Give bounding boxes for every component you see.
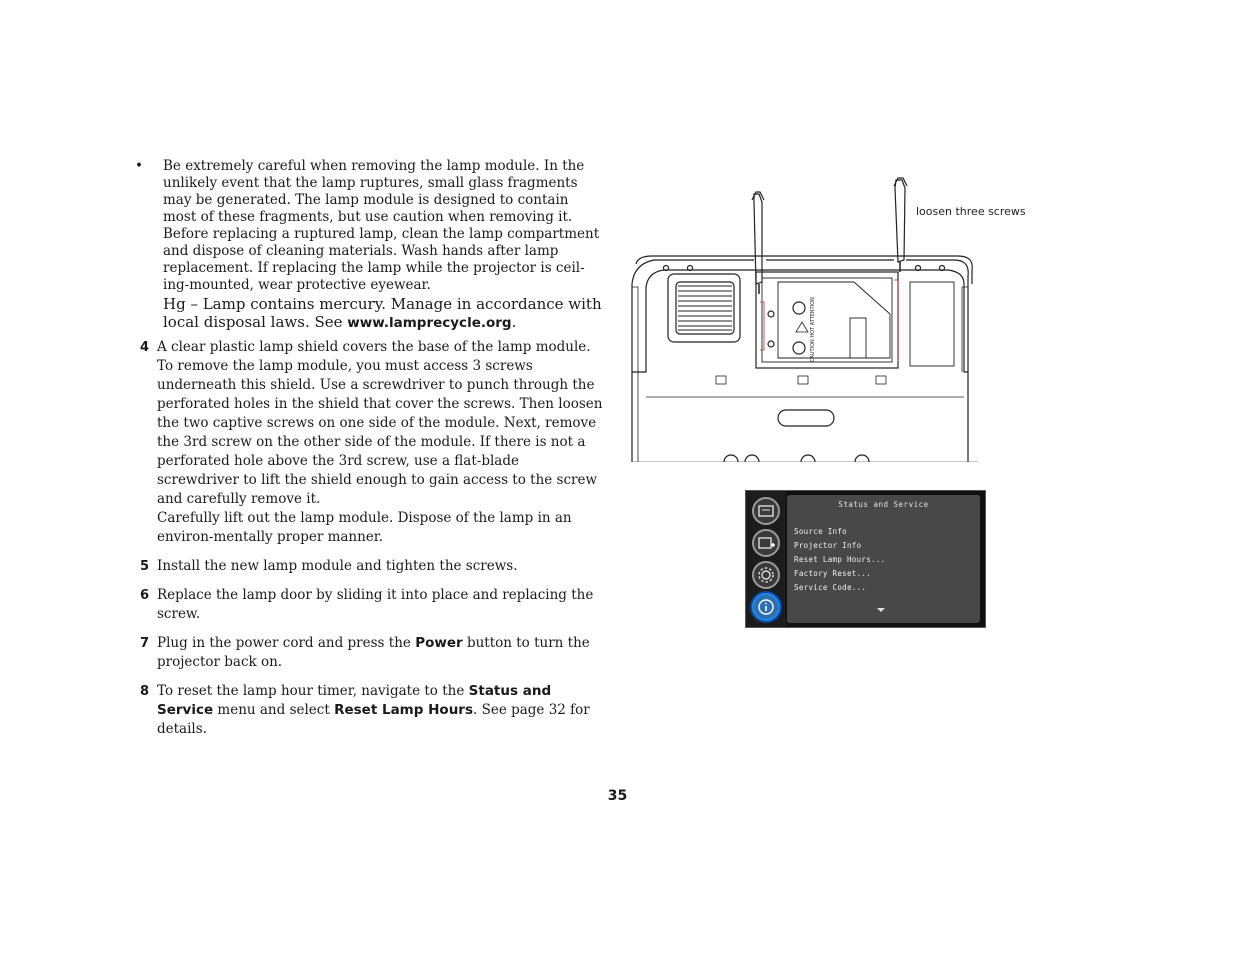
osd-item-projector-info[interactable]: Projector Info [794, 541, 862, 550]
step-text-continued: Carefully lift out the lamp module. Dispose of the lamp in an environ-mentally proper manner. [157, 510, 572, 545]
osd-item-reset-lamp-hours[interactable]: Reset Lamp Hours... [794, 555, 886, 564]
figure-caption: loosen three screws [916, 205, 1026, 218]
step-4 [135, 338, 605, 547]
mercury-notice [163, 295, 605, 332]
power-button-term: Power [415, 635, 463, 651]
osd-menu-list [794, 525, 886, 595]
mercury-notice-end: . [511, 313, 517, 331]
instructions-column [135, 158, 605, 749]
step-5 [135, 557, 605, 576]
step-number: 7 [140, 636, 150, 651]
scroll-down-arrow-icon[interactable] [877, 608, 885, 612]
step-text: Install the new lamp module and tighten the screws. [157, 558, 518, 574]
step-number: 6 [140, 588, 150, 603]
safety-warning-text: Be extremely careful when removing the lamp module. In the unlikely event that the lamp ruptures, small glass fragments may be generated. The lamp module is designed to contain most of these fragments, but use caution when removing it. Before replacing a ruptured lamp, clean the lamp compartment and dispose of cleaning materials. Wash hands after lamp replacement. If replacing the lamp while the projector is ceil-ing-mounted, wear protective eyewear. [163, 158, 600, 293]
step-number: 5 [140, 559, 150, 574]
step-text-part: button to turn the projector back on. [157, 635, 590, 670]
osd-item-service-code[interactable]: Service Code... [794, 583, 867, 592]
lamp-compartment [756, 272, 898, 368]
step-text [157, 634, 605, 672]
steps-list [135, 338, 605, 739]
info-icon[interactable] [752, 593, 780, 621]
picture-settings-icon[interactable] [752, 529, 780, 557]
step-6 [135, 586, 605, 624]
osd-item-source-info[interactable]: Source Info [794, 527, 847, 536]
display-icon[interactable] [752, 497, 780, 525]
mercury-notice-text: Hg – Lamp contains mercury. Manage in accordance with local disposal laws. See [163, 295, 602, 331]
step-text-part: To reset the lamp hour timer, navigate to the [157, 683, 469, 699]
step-number: 4 [140, 340, 150, 355]
step-text: Replace the lamp door by sliding it into place and replacing the screw. [157, 587, 594, 622]
step-number: 8 [140, 684, 150, 699]
step-text-part: Plug in the power cord and press the [157, 635, 416, 651]
safety-bullet [135, 158, 605, 332]
screwdriver-right [894, 178, 907, 272]
step-text: A clear plastic lamp shield covers the base of the lamp module. To remove the lamp module, you must access 3 screws underneath this shield. Use a screwdriver to punch through the perforated holes in the shield that cover the screws. Then loosen the two captive screws on one side of the module. Next, remove the 3rd screw on the other side of the module. If there is not a perforated hole above the 3rd screw, use a flat-blade screwdriver to lift the shield enough to gain access to the screw and carefully remove it. [157, 339, 603, 507]
vent-grille [668, 274, 740, 342]
step-7 [135, 634, 605, 672]
gear-icon[interactable] [752, 561, 780, 589]
bullet-symbol: • [135, 158, 143, 174]
handle-slot [778, 410, 834, 426]
osd-item-factory-reset[interactable]: Factory Reset... [794, 569, 872, 578]
step-text-part: menu and select [213, 702, 335, 718]
step-8 [135, 682, 605, 739]
osd-menu-screenshot [745, 490, 986, 628]
page-number: 35 [607, 788, 628, 804]
step-text-part: . See page 32 for details. [157, 702, 590, 737]
side-panel [910, 282, 954, 366]
osd-panel [787, 495, 980, 623]
projector-outline [632, 260, 968, 462]
step-text [157, 682, 605, 739]
status-service-term: Status and Service [157, 683, 552, 718]
caution-label: CAUTION HOT ATTENTION [810, 297, 816, 362]
osd-sidebar [746, 491, 786, 627]
osd-title: Status and Service [838, 500, 929, 509]
lamp-recycle-link[interactable]: www.lamprecycle.org [347, 315, 512, 331]
reset-lamp-hours-term: Reset Lamp Hours [334, 702, 473, 718]
